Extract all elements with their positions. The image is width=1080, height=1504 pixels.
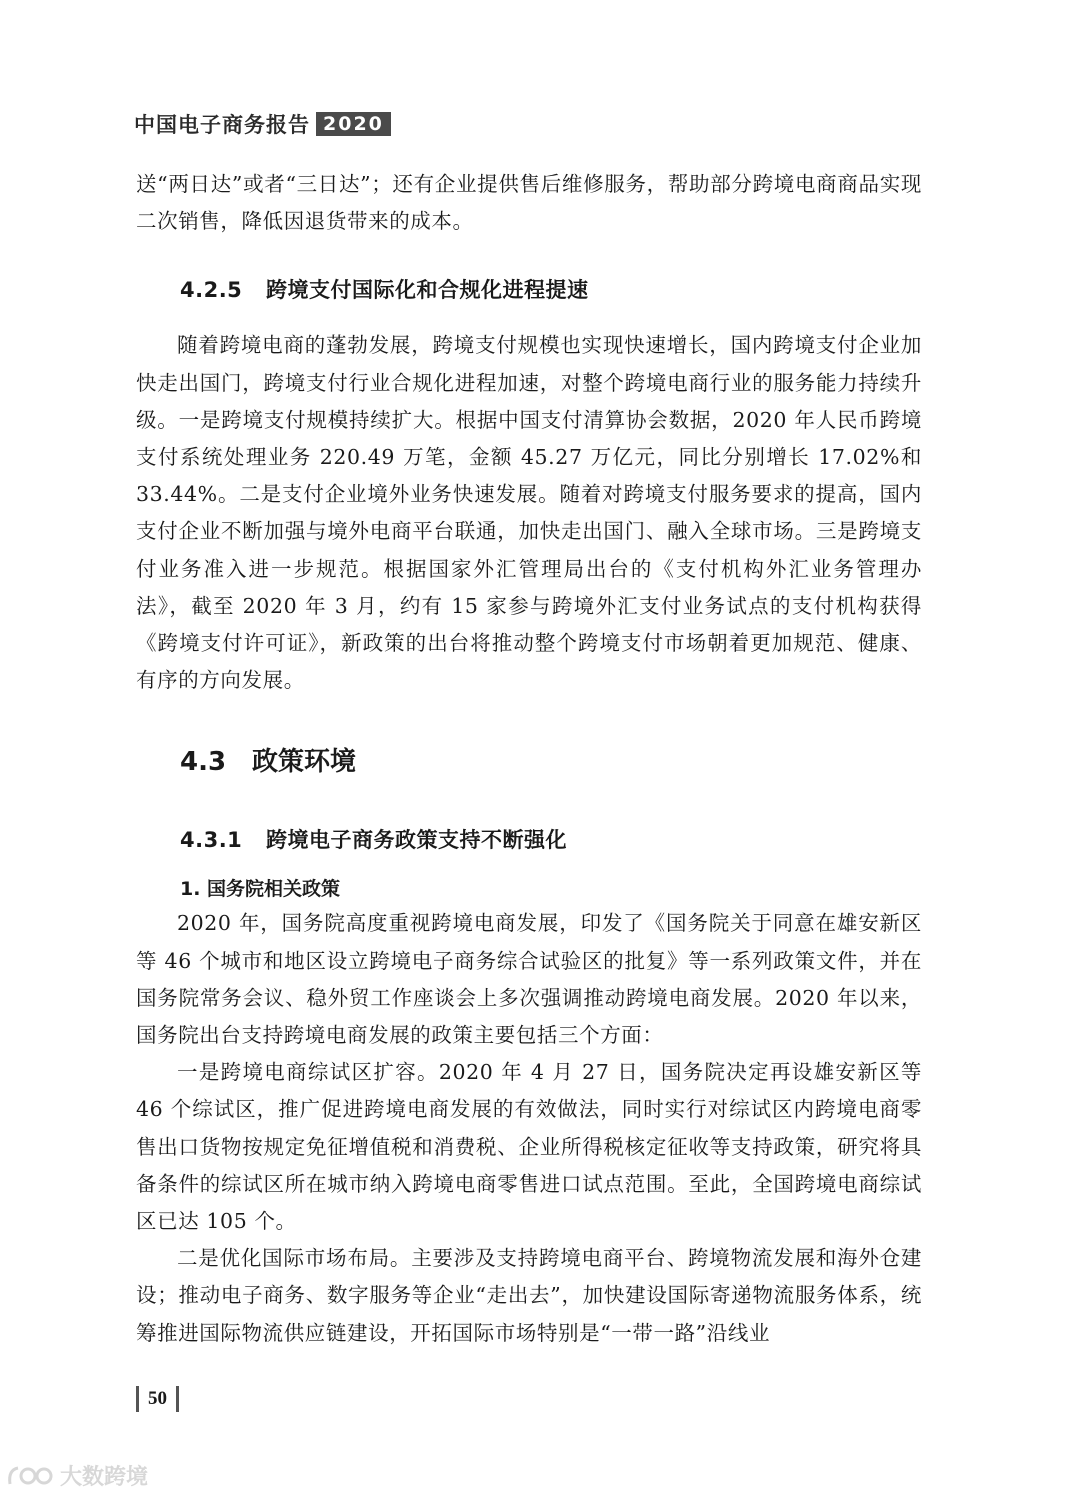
- page-footer: [136, 1386, 179, 1412]
- report-year-badge: 2020: [316, 112, 391, 136]
- paragraph: 二是优化国际市场布局。主要涉及支持跨境电商平台、跨境物流发展和海外仓建设；推动电子商务、数字服务等企业“走出去”，加快建设国际寄递物流服务体系，统筹推进国际物流供应链建设，开拓国际市场特别是“一带一路”沿线业: [136, 1246, 922, 1345]
- section-number: 4.2.5: [180, 278, 243, 303]
- paragraph: 送“两日达”或者“三日达”；还有企业提供售后维修服务，帮助部分跨境电商商品实现二次销售，降低因退货带来的成本。: [136, 172, 922, 234]
- watermark-text: 大数跨境: [60, 1465, 149, 1490]
- section-heading-4-3: [136, 741, 922, 778]
- subsection-heading-4-2-5: [136, 274, 922, 304]
- section-number: 4.3: [180, 747, 227, 778]
- report-title: 中国电子商务报告: [134, 113, 310, 137]
- page-number: 50: [148, 1388, 167, 1409]
- paragraph: 一是跨境电商综试区扩容。2020 年 4 月 27 日，国务院决定再设雄安新区等 46 个综试区，推广促进跨境电商发展的有效做法，同时实行对综试区内跨境电商零售出口货物按规定免征增值税和消费税、企业所得税核定征收等支持政策，研究将具备条件的综试区所在城市纳入跨境电商零售进口试点范围。至此，全国跨境电商综试区已达 105 个。: [136, 1060, 922, 1234]
- running-header: [134, 109, 391, 139]
- section-title: 政策环境: [252, 747, 357, 778]
- section-number: 4.3.1: [180, 828, 243, 853]
- item-heading: 1. 国务院相关政策: [180, 878, 341, 901]
- page-body: [136, 166, 922, 1352]
- footer-bar-left: [136, 1386, 139, 1412]
- paragraph: 随着跨境电商的蓬勃发展，跨境支付规模也实现快速增长，国内跨境支付企业加快走出国门，跨境支付行业合规化进程加速，对整个跨境电商行业的服务能力持续升级。一是跨境支付规模持续扩大。根据中国支付清算协会数据，2020 年人民币跨境支付系统处理业务 220.49 万笔，金额 45.27 万亿元，同比分别增长 17.02%和 33.44%。二是支付企业境外业务快速发展。随着对跨境支付服务要求的提高，国内支付企业不断加强与境外电商平台联通，加快走出国门、融入全球市场。三是跨境支付业务准入进一步规范。根据国家外汇管理局出台的《支付机构外汇业务管理办法》，截至 2020 年 3 月，约有 15 家参与跨境外汇支付业务试点的支付机构获得《跨境支付许可证》，新政策的出台将推动整个跨境支付市场朝着更加规范、健康、有序的方向发展。: [136, 333, 922, 693]
- section-title: 跨境电子商务政策支持不断强化: [266, 828, 567, 853]
- watermark: [6, 1460, 148, 1491]
- subsection-heading-4-3-1: [136, 824, 922, 854]
- footer-bar-right: [176, 1386, 179, 1412]
- watermark-logo-icon: [6, 1462, 54, 1490]
- paragraph: 2020 年，国务院高度重视跨境电商发展，印发了《国务院关于同意在雄安新区等 46 个城市和地区设立跨境电子商务综合试验区的批复》等一系列政策文件，并在国务院常务会议、稳外贸工作座谈会上多次强调推动跨境电商发展。2020 年以来，国务院出台支持跨境电商发展的政策主要包括三个方面：: [136, 911, 923, 1048]
- section-title: 跨境支付国际化和合规化进程提速: [266, 278, 589, 303]
